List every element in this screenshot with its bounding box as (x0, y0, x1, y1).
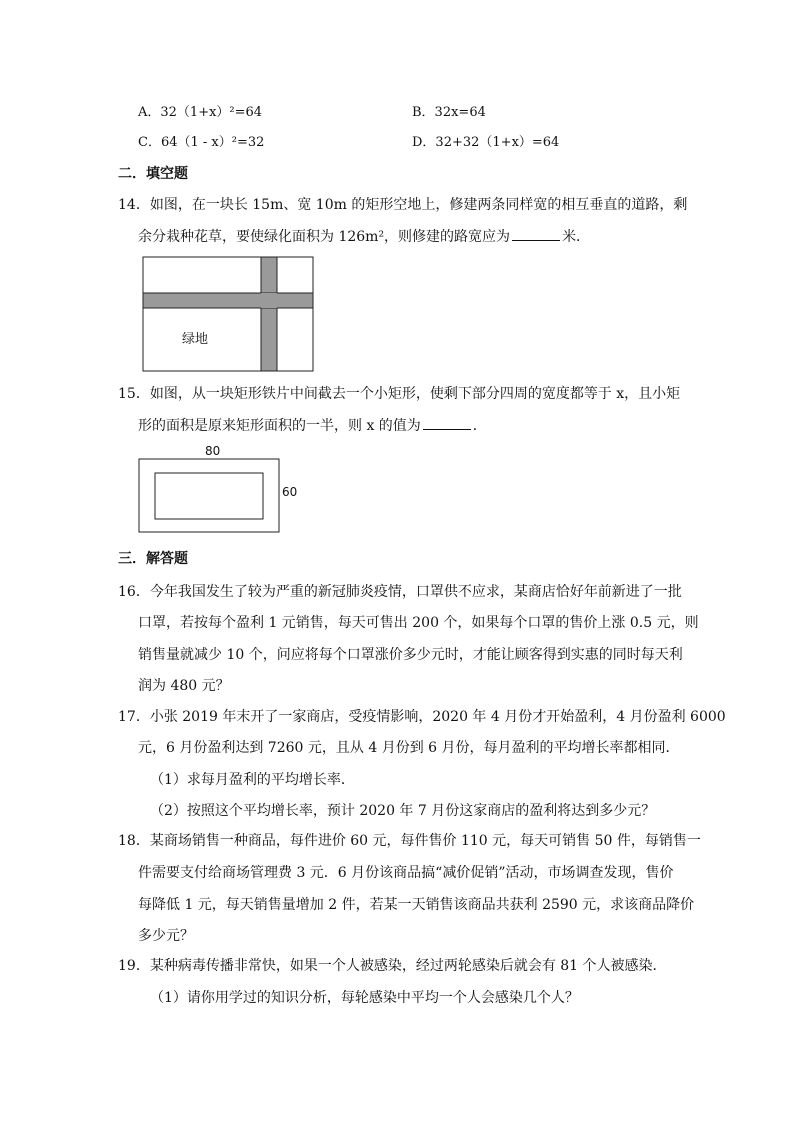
q16-line2: 口罩，若按每个盈利 1 元销售，每天可售出 200 个，如果每个口罩的售价上涨 0.5 元，则 (138, 615, 699, 631)
section-answer-heading: 三．解答题 (118, 551, 188, 567)
q16-line3: 销售量就减少 10 个，问应将每个口罩涨价多少元时，才能让顾客得到实惠的同时每天利 (138, 647, 683, 663)
q14-line2 (138, 227, 590, 247)
option-a: A．32（1+x）²=64 (138, 105, 263, 120)
q14-field-rect (143, 257, 313, 371)
q14-vertical-road (261, 257, 277, 371)
q17-part1: （1）求每月盈利的平均增长率． (150, 772, 355, 788)
q14-line2-end: 米． (562, 229, 591, 245)
q15-answer-blank[interactable] (423, 417, 471, 430)
q14-answer-blank[interactable] (512, 228, 560, 241)
q18-line4: 多少元？ (138, 928, 194, 944)
q18-line1: 18．某商场销售一种商品，每件进价 60 元，每件售价 110 元，每天可销售 50 件，每销售一 (118, 833, 701, 849)
q14-line1: 14．如图，在一块长 15m、宽 10m 的矩形空地上，修建两条同样宽的相互垂直的道路，剩 (118, 197, 688, 213)
q15-line2-text: 形的面积是原来矩形面积的一半，则 x 的值为 (138, 418, 421, 434)
q17-line1: 17．小张 2019 年末开了一家商店，受疫情影响，2020 年 4 月份才开始盈利，4 月份盈利 6000 (118, 709, 726, 725)
option-d: D．32+32（1+x）=64 (412, 135, 560, 150)
option-b: B．32x=64 (412, 105, 486, 120)
q15-height-label: 60 (282, 485, 298, 499)
section-fill-heading: 二．填空题 (118, 166, 188, 182)
q17-part2: （2）按照这个平均增长率，预计 2020 年 7 月份这家商店的盈利将达到多少元？ (150, 803, 656, 819)
q15-line2-end: ． (472, 418, 487, 434)
q15-inner-rect (155, 473, 263, 519)
q14-green-label: 绿地 (182, 332, 209, 347)
q14-line2-text: 余分栽种花草，要使绿化面积为 126m²，则修建的路宽应为 (138, 229, 511, 245)
q16-line4: 润为 480 元？ (138, 678, 230, 694)
q14-figure (142, 256, 316, 373)
q15-line1: 15．如图，从一块矩形铁片中间截去一个小矩形，使剩下部分四周的宽度都等于 x，且小矩 (118, 386, 681, 402)
q18-line2: 件需要支付给商场管理费 3 元．6 月份该商品搞“减价促销”活动，市场调查发现，售价 (138, 865, 674, 881)
q15-line2 (138, 416, 487, 436)
q17-line2: 元，6 月份盈利达到 7260 元，且从 4 月份到 6 月份，每月盈利的平均增长率都相同． (138, 740, 680, 756)
q19-line1: 19．某种病毒传播非常快，如果一个人被感染，经过两轮感染后就会有 81 个人被感染． (118, 958, 667, 974)
q18-line3: 每降低 1 元，每天销售量增加 2 件，若某一天销售该商品共获利 2590 元，求该商品降价 (138, 897, 695, 913)
q14-horizontal-road (143, 293, 313, 308)
q15-width-label: 80 (205, 444, 221, 458)
option-c: C．64（1 - x）²=32 (138, 135, 265, 150)
q19-part1: （1）请你用学过的知识分析，每轮感染中平均一个人会感染几个人？ (150, 990, 579, 1006)
q16-line1: 16．今年我国发生了较为严重的新冠肺炎疫情，口罩供不应求，某商店恰好年前新进了一批 (118, 584, 682, 600)
q15-figure (138, 458, 282, 534)
q14-road-crossing (261, 293, 277, 308)
